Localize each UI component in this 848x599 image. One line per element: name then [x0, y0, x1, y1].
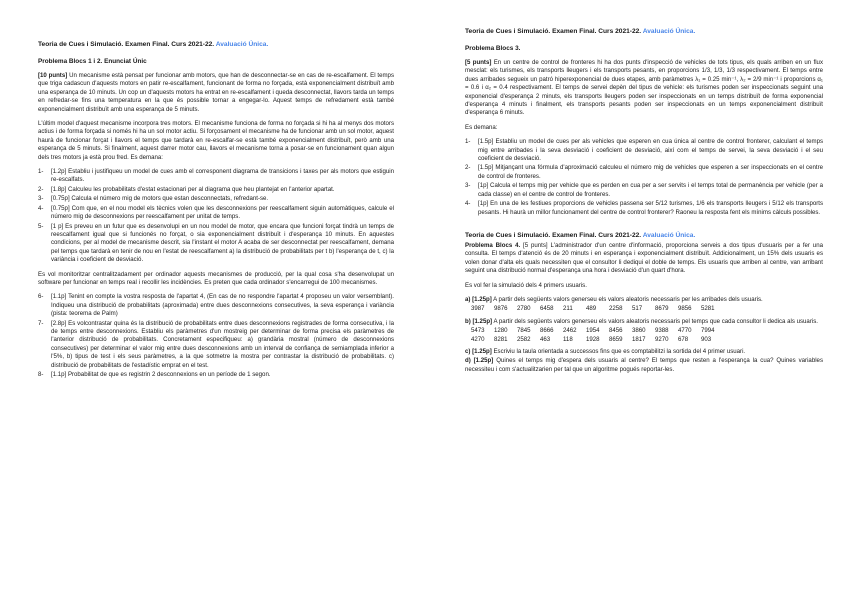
- problem4-paragraph: [465, 242, 823, 276]
- questions-list-2: [38, 293, 394, 379]
- random-number: 517: [632, 305, 643, 313]
- question-number: 6-: [38, 293, 44, 301]
- random-number: 5473: [471, 327, 485, 335]
- question-c: [465, 348, 823, 356]
- question-text: [1.1p] Tenint en compte la vostra resposta de l'apartat 4, (En cas de no respondre l'apartat 4 proposeu un valor versemblant). Indiqueu una distribució de probabilitats (aproximada) entre dues desconnexions consecutives, la seva esperança i variància (pista: teorema de Palm): [51, 293, 394, 318]
- question-text: [1.1p] Probabilitat de que es registrin 2 desconnexions en un període de 1 segon.: [51, 371, 271, 378]
- random-numbers-a: [471, 305, 823, 313]
- question-b: [465, 318, 823, 326]
- spacer: [465, 223, 823, 231]
- exam-header-text: Teoria de Cues i Simulació. Examen Final. Curs 2021-22.: [465, 231, 642, 239]
- random-number: 6458: [540, 305, 554, 313]
- random-numbers-b2: [471, 336, 823, 344]
- question-text: [0.75p] Calcula el número mig de motors que estan desconnectats, refredant-se.: [51, 195, 269, 203]
- exam-header-accent: Avaluació Única.: [642, 231, 696, 239]
- random-number: 1954: [586, 327, 600, 335]
- right-page: [465, 27, 823, 380]
- random-number: 3860: [632, 327, 646, 335]
- question-item: [38, 168, 394, 185]
- exam-header-accent: Avaluació Única.: [642, 28, 696, 35]
- question-d: [465, 357, 823, 374]
- question-text: [1p] En una de les festiues proporcions de vehicles passena ser 5/12 turismes, 1/6 els transports lleugers i 5/12 els transports pesants. Hi haurà un millor funcionament del centre de control fronterer? Raoneu la resposta fent els mínims càlculs possibles.: [478, 200, 823, 216]
- question-d-label: d) [1.25p]: [465, 357, 494, 365]
- random-number: 4770: [678, 327, 692, 335]
- question-number: 8-: [38, 371, 44, 378]
- question-b-label: b) [1.25p]: [465, 317, 493, 325]
- paragraph-2: L'últim model d'aquest mecanisme incorpora tres motors. El mecanisme funciona de forma no forçada si hi ha al menys dos motors actius i de forma forçada si només hi ha un sol motor actiu. Si forçosament el mecanisme ha de funcionar amb un sol motor, aquest haurà de funcionar forçat i llavors el temps que tardarà en re-escalfar-se està també exponencialment distribuït, però amb una esperança de 5 minuts. Si finalment, aquest darrer motor cau, llavors el mecanisme torna a posar-se en funcionament quan algun dels tres motors ja està prou fred. Es demana:: [38, 120, 394, 161]
- question-item: [38, 205, 394, 222]
- question-text: [1.5p] Establiu un model de cues per als vehicles que esperen en cua única al centre de control fronterer, calculant el temps mig entre arribades i la seva desviació i coeficient de desviació, així com el temps de servei, la seva desviació i el seu coeficient de desviació.: [478, 138, 823, 163]
- question-c-label: c) [1.25p]: [465, 347, 492, 355]
- question-item: [38, 195, 394, 203]
- problem-title: Problema Blocs 1 i 2. Enunciat Únic: [38, 58, 147, 65]
- question-a-text: A partir dels següents valors generseu els valors aleatoris necessaris per les arribades dels usuaris.: [491, 295, 763, 303]
- problem4-ask: Es vol fer la simulació dels 4 primers usuaris.: [465, 281, 587, 289]
- question-number: 1-: [465, 138, 471, 146]
- exam-header: [38, 40, 394, 49]
- random-number: 9270: [655, 335, 669, 343]
- question-b-text: A partir dels següents valors generseu els valors aleatoris necessaris pel temps que cada consultor li dedica als usuaris.: [492, 317, 818, 325]
- question-number: 4-: [465, 200, 471, 208]
- random-number: 1928: [586, 335, 600, 343]
- left-page: [38, 40, 394, 385]
- question-item: [38, 320, 394, 370]
- problem3-title: Problema Blocs 3.: [465, 45, 521, 52]
- question-item: [465, 138, 823, 163]
- question-number: 1-: [38, 168, 44, 176]
- exam-header-text: Teoria de Cues i Simulació. Examen Final. Curs 2021-22.: [465, 28, 642, 35]
- random-number: 678: [678, 335, 689, 343]
- question-text: [1.8p] Calculeu les probabilitats d'estat estacionari per al diagrama que heu plantejat en l'anterior apartat.: [51, 185, 335, 193]
- random-number: 211: [563, 305, 573, 313]
- random-number: 5281: [701, 305, 715, 313]
- random-number: 2258: [609, 305, 623, 313]
- question-text: [1.5p] Mitjançant una fórmula d'aproximació calculeu el número mig de vehicles que esperen a ser inspeccionats en el centre de control de fronteres.: [478, 164, 823, 180]
- question-text: [0.75p] Com que, en el nou model els tècnics volen que les desconnexions per reescalfament siguin automàtiques, calcule el número mig de desconnexions per reescalfament per unitat de temps.: [51, 204, 394, 221]
- problem3-text: En un centre de control de fronteres hi ha dos punts d'inspecció de vehicles de tots tipus, els quals arriben en un flux mesclat: els turismes, els transports lleugers i els transports pesants, en proporcions 1/3, 1/3, 1/3 respectivament. El temps entre dues arribades segueix un patró hiperexponencial de dues etapes, amb paràmetres λ₁ = 0.25 min⁻¹, λ₂ = 2/9 min⁻¹ i proporcions α₁ = 0.6 i α₂ = 0.4 respectivament. El temps de servei depèn del tipus de vehicle: els turismes poden ser inspeccionats seguint una exponencial d'esperança 2 minuts, els transports lleugers poden ser inspeccionats en un temps distribuït de forma exponencial d'esperança 4 minuts i finalment, els transports pesants poden ser inspeccionats en un temps exponencialment distribuït d'esperança 6 minuts.: [465, 59, 823, 117]
- questions-list-1: [38, 168, 394, 264]
- question-number: 7-: [38, 319, 44, 327]
- paragraph-3: Es vol monitoritzar centralitzadament per ordinador aquests mecanismes de producció, per la qual cosa s'ha desenvolupat un software per funcionar en temps real i recollir les incidències. Es preten que cada ordinador s'encarregui de 100 mecanismes.: [38, 270, 394, 286]
- random-number: 1280: [494, 327, 508, 335]
- question-number: 5-: [38, 222, 44, 230]
- question-d-text: Quines el temps mig d'espera dels usuaris al centre? El temps que resten a l'esperança la cua? Quines variables necessiteu i com s'actualitzarien per tal que un algoritme pogués reportar-les.: [465, 357, 823, 373]
- random-number: 118: [563, 335, 573, 343]
- intro-points: [10 punts]: [38, 72, 68, 79]
- random-number: 2780: [517, 305, 531, 313]
- random-number: 2582: [517, 335, 531, 343]
- random-number: 8679: [655, 305, 669, 313]
- exam-header-text: Teoria de Cues i Simulació. Examen Final. Curs 2021-22.: [38, 41, 215, 48]
- random-number: 8456: [609, 327, 623, 335]
- problem4-label: Problema Blocs 4.: [465, 241, 521, 249]
- random-number: 4270: [471, 335, 485, 343]
- problem3-ask: Es demana:: [465, 123, 498, 131]
- random-number: 3987: [471, 305, 485, 313]
- question-number: 4-: [38, 204, 44, 212]
- exam-header: [465, 27, 823, 36]
- problem3-points: [5 punts]: [465, 59, 492, 66]
- random-number: 9876: [494, 305, 508, 313]
- question-text: [1p] Calcula el temps mig per vehicle que es perden en cua per a ser servits i el temps total de permanència per vehicle (per a cada classe) en el centre de control de fronteres.: [478, 182, 823, 198]
- question-text: [2.8p] Es volcontrastar quina és la distribució de probabilitats entre dues desconnexions registrades de forma consecutiva, i la de temps entre desconnexions. Establiu els paràmetres d'un mostreig per determinar de forma precisa els paràmetres de l'anterior distribució de probabilitats. Concretament especifiqueu: a) grandària mostral (número de desconnexions consecutives) per determinar el valor mig entre dues desconnexions amb un interval de confiança de semiamplada inferior a l'5%, b) tipus de test i els seus paràmetres, a la que sotmetre la mostra per contrastar la distribució de probabilitats. c) distribució de probabilitats de l'estadístic emprat en el test.: [51, 319, 394, 369]
- random-number: 9856: [678, 305, 692, 313]
- problem3-paragraph: [465, 59, 823, 118]
- question-text: [1.2p] Establiu i justifiqueu un model de cues amb el corresponent diagrama de transicions i taxes per als motors que estiguin re-escalfats.: [51, 168, 394, 184]
- intro-paragraph: [38, 72, 394, 114]
- exam-header-accent: Avaluació Única.: [215, 41, 269, 48]
- random-number: 9388: [655, 327, 669, 335]
- problem4-header: [465, 231, 823, 240]
- random-number: 463: [540, 335, 551, 343]
- question-item: [38, 186, 394, 194]
- random-number: 2462: [563, 327, 577, 335]
- question-item: [465, 200, 823, 217]
- question-item: [38, 371, 394, 379]
- random-number: 7994: [701, 327, 715, 335]
- question-number: 3-: [38, 195, 44, 203]
- random-number: 489: [586, 305, 597, 313]
- question-a-label: a) [1.25p]: [465, 295, 492, 303]
- question-a: [465, 296, 823, 304]
- problem4-text: L'administrador d'un centre d'informació, proporciona serveis a dos tipus d'usuaris per a fer una consulta. El temps d'atenció és de 20 minuts i en esperança i exponencialment distribuït. Addicionalment, un 15% dels usuaris es volen donar d'alta els quals necessiten que el consultor li dediqui el doble de temps. Els usuaris que arriben al centre, van arribant seguint una distribució normal d'esperança una hora i desviació d'un quart d'hora.: [465, 241, 823, 275]
- question-item: [465, 182, 823, 199]
- random-number: 8659: [609, 335, 623, 343]
- random-number: 8281: [494, 335, 508, 343]
- random-number: 8666: [540, 327, 554, 335]
- question-c-text: Escriviu la taula orientada a successos fins que es comptabilitzi la sortida del 4 primer usuari.: [491, 347, 746, 355]
- intro-text: Un mecanisme està pensat per funcionar amb motors, que han de desconnectar-se en cas de re-escalfament. El temps que triga cadascun d'aquests motors en patir re-escalfament, funcionant de forma no forçada, està exponencialment distribuït amb una esperança de 10 minuts. Un cop un d'aquests motors ha entrat en re-escalfament i queda desconnectat, llavors tarda un temps en refredar-se fins una temperatura en la que és possible tornar a engegar-lo. Aquest temps de refredament està també exponencialment distribuït amb una esperança de 5 minuts.: [38, 72, 394, 113]
- question-item: [38, 293, 394, 318]
- question-number: 2-: [38, 185, 44, 193]
- random-number: 7845: [517, 327, 531, 335]
- question-text: [1 p] Es preveu en un futur que es desenvolupi en un nou model de motor, que encara que funcioni forçat tindrà un temps de reescalfament igual que si funcionés no forçat, o sia exponencialment distribuït i d'esperança 10 minuts. En aquestes condicions, per al model de mecanisme descrit, sia l'instant el motor A acaba de ser desconnectat per reescalfament, demana pel temps que tardarà en tenir de nou en l'estat de reescalfament a) la distribució de probabilitats per t b) l'esperança de t, c) la variància i coeficient de desviació.: [51, 222, 394, 264]
- random-number: 1817: [632, 335, 646, 343]
- question-item: [465, 164, 823, 181]
- problem3-questions: [465, 138, 823, 217]
- question-number: 2-: [465, 164, 471, 172]
- question-number: 3-: [465, 182, 471, 190]
- question-item: [38, 223, 394, 265]
- random-numbers-b1: [471, 327, 823, 335]
- problem4-points: [5 punts]: [520, 241, 548, 249]
- random-number: 903: [701, 335, 712, 343]
